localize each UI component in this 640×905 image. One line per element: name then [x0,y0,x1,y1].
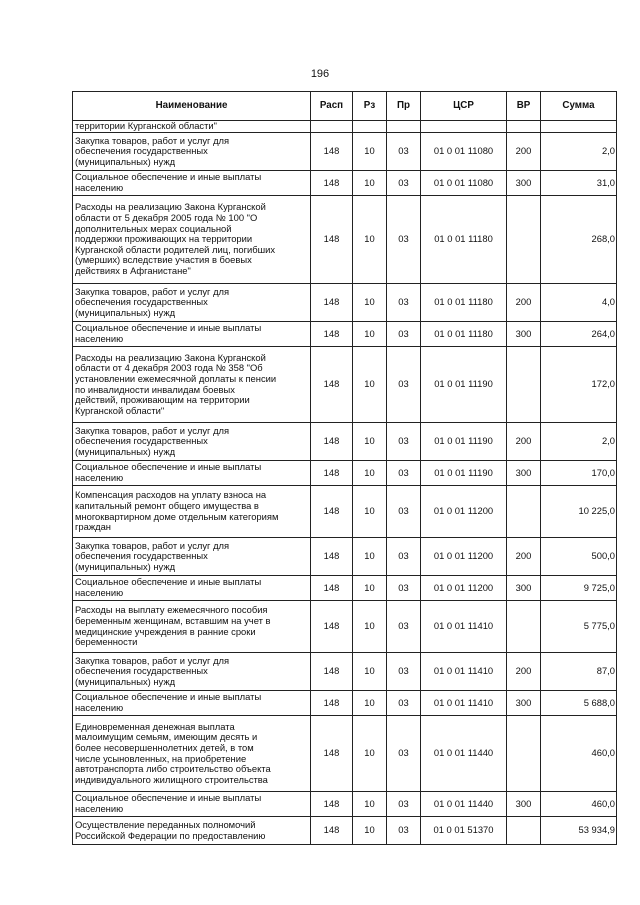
cell-pr: 03 [387,347,421,423]
cell-rasp: 148 [311,601,353,653]
cell-name: Закупка товаров, работ и услуг для обеспечения государственных (муниципальных) нужд [73,284,311,322]
cell-rasp: 148 [311,817,353,845]
cell-rz [353,121,387,133]
cell-name: Закупка товаров, работ и услуг для обеспечения государственных (муниципальных) нужд [73,653,311,691]
cell-name: Социальное обеспечение и иные выплаты населению [73,576,311,601]
cell-vr: 200 [507,284,541,322]
cell-rasp: 148 [311,716,353,792]
cell-name: Расходы на реализацию Закона Курганской области от 5 декабря 2005 года № 100 "О дополнительных мерах социальной поддержки проживающих на территории Курганской области родителей лиц, погибших (умерших) вследствие участия в боевых действиях в Афганистане" [73,196,311,284]
cell-name: Социальное обеспечение и иные выплаты населению [73,691,311,716]
cell-name: Закупка товаров, работ и услуг для обеспечения государственных (муниципальных) нужд [73,133,311,171]
cell-vr: 300 [507,171,541,196]
cell-csr: 01 0 01 11410 [421,601,507,653]
cell-sum: 264,0 [541,322,617,347]
header-sum: Сумма [541,92,617,121]
cell-rasp: 148 [311,347,353,423]
table-row [73,817,617,845]
cell-rz: 10 [353,538,387,576]
cell-name: Закупка товаров, работ и услуг для обеспечения государственных (муниципальных) нужд [73,423,311,461]
cell-name: Социальное обеспечение и иные выплаты населению [73,792,311,817]
cell-rasp: 148 [311,576,353,601]
cell-rasp: 148 [311,171,353,196]
table-row [73,121,617,133]
cell-csr: 01 0 01 11180 [421,322,507,347]
cell-csr: 01 0 01 11180 [421,284,507,322]
cell-csr: 01 0 01 11200 [421,576,507,601]
cell-pr: 03 [387,538,421,576]
cell-vr [507,601,541,653]
cell-rasp: 148 [311,133,353,171]
cell-vr: 300 [507,691,541,716]
cell-rasp: 148 [311,691,353,716]
table-row [73,133,617,171]
cell-rz: 10 [353,423,387,461]
cell-vr [507,817,541,845]
table-row [73,716,617,792]
cell-vr [507,196,541,284]
cell-sum: 5 688,0 [541,691,617,716]
cell-rasp: 148 [311,284,353,322]
cell-rz: 10 [353,284,387,322]
table-row [73,653,617,691]
cell-csr: 01 0 01 11410 [421,653,507,691]
cell-vr: 300 [507,322,541,347]
table-row [73,347,617,423]
cell-csr: 01 0 01 11200 [421,538,507,576]
cell-csr: 01 0 01 11200 [421,486,507,538]
cell-csr [421,121,507,133]
cell-name: Социальное обеспечение и иные выплаты населению [73,171,311,196]
cell-vr [507,486,541,538]
header-rz: Рз [353,92,387,121]
table-row [73,576,617,601]
cell-rasp: 148 [311,486,353,538]
cell-rz: 10 [353,691,387,716]
cell-pr: 03 [387,716,421,792]
cell-pr: 03 [387,601,421,653]
table-row [73,601,617,653]
cell-sum: 4,0 [541,284,617,322]
cell-pr: 03 [387,423,421,461]
cell-pr: 03 [387,653,421,691]
cell-vr: 300 [507,576,541,601]
cell-name: Закупка товаров, работ и услуг для обеспечения государственных (муниципальных) нужд [73,538,311,576]
cell-pr: 03 [387,486,421,538]
cell-rz: 10 [353,171,387,196]
cell-pr: 03 [387,691,421,716]
cell-rz: 10 [353,792,387,817]
cell-pr: 03 [387,133,421,171]
cell-name: Расходы на выплату ежемесячного пособия беременным женщинам, вставшим на учет в медицинские учреждения в ранние сроки беременности [73,601,311,653]
cell-pr: 03 [387,792,421,817]
table-row [73,486,617,538]
cell-csr: 01 0 01 11080 [421,133,507,171]
table-row [73,171,617,196]
cell-pr: 03 [387,576,421,601]
table-header-row [73,92,617,121]
cell-sum: 2,0 [541,133,617,171]
cell-pr: 03 [387,817,421,845]
cell-rasp: 148 [311,461,353,486]
cell-rz: 10 [353,133,387,171]
cell-sum: 31,0 [541,171,617,196]
cell-vr: 200 [507,653,541,691]
cell-name: Единовременная денежная выплата малоимущим семьям, имеющим десять и более несовершеннолетних детей, в том числе усыновленных, на приобретение автотранспорта либо строительство объекта индивидуального жилищного строительства [73,716,311,792]
cell-rz: 10 [353,716,387,792]
cell-rz: 10 [353,322,387,347]
cell-pr: 03 [387,322,421,347]
cell-sum: 10 225,0 [541,486,617,538]
table-row [73,196,617,284]
cell-sum: 460,0 [541,716,617,792]
cell-name: Социальное обеспечение и иные выплаты населению [73,322,311,347]
table-row [73,461,617,486]
cell-sum: 53 934,9 [541,817,617,845]
cell-rz: 10 [353,486,387,538]
header-rasp: Расп [311,92,353,121]
cell-pr: 03 [387,461,421,486]
header-csr: ЦСР [421,92,507,121]
header-vr: ВР [507,92,541,121]
cell-rasp: 148 [311,653,353,691]
cell-vr [507,716,541,792]
cell-sum [541,121,617,133]
cell-rz: 10 [353,576,387,601]
cell-pr: 03 [387,171,421,196]
cell-sum: 87,0 [541,653,617,691]
cell-csr: 01 0 01 11190 [421,461,507,486]
cell-vr: 300 [507,792,541,817]
table-row [73,792,617,817]
cell-csr: 01 0 01 11180 [421,196,507,284]
table-row [73,538,617,576]
budget-table [72,91,617,845]
cell-sum: 2,0 [541,423,617,461]
cell-sum: 172,0 [541,347,617,423]
table-row [73,691,617,716]
cell-sum: 500,0 [541,538,617,576]
cell-vr: 200 [507,423,541,461]
cell-vr [507,121,541,133]
cell-sum: 5 775,0 [541,601,617,653]
header-pr: Пр [387,92,421,121]
cell-name: Социальное обеспечение и иные выплаты населению [73,461,311,486]
cell-vr: 200 [507,133,541,171]
cell-vr: 300 [507,461,541,486]
cell-rasp: 148 [311,196,353,284]
cell-sum: 9 725,0 [541,576,617,601]
cell-rz: 10 [353,347,387,423]
page-number: 196 [310,68,330,80]
cell-pr: 03 [387,196,421,284]
cell-name: Расходы на реализацию Закона Курганской области от 4 декабря 2003 года № 358 "Об установлении ежемесячной доплаты к пенсии по инвалидности инвалидам боевых действий, проживающим на территории Курганской области" [73,347,311,423]
cell-name: территории Курганской области" [73,121,311,133]
cell-csr: 01 0 01 11080 [421,171,507,196]
table-row [73,322,617,347]
cell-csr: 01 0 01 11190 [421,347,507,423]
cell-name: Осуществление переданных полномочий Российской Федерации по предоставлению [73,817,311,845]
table-row [73,423,617,461]
cell-csr: 01 0 01 51370 [421,817,507,845]
cell-csr: 01 0 01 11410 [421,691,507,716]
cell-rz: 10 [353,653,387,691]
cell-pr [387,121,421,133]
cell-rz: 10 [353,817,387,845]
cell-rasp: 148 [311,538,353,576]
cell-sum: 170,0 [541,461,617,486]
cell-rasp: 148 [311,423,353,461]
cell-pr: 03 [387,284,421,322]
cell-sum: 268,0 [541,196,617,284]
cell-csr: 01 0 01 11190 [421,423,507,461]
cell-csr: 01 0 01 11440 [421,716,507,792]
cell-name: Компенсация расходов на уплату взноса на капитальный ремонт общего имущества в многоквартирном доме отдельным категориям граждан [73,486,311,538]
cell-vr [507,347,541,423]
cell-csr: 01 0 01 11440 [421,792,507,817]
table-row [73,284,617,322]
cell-rz: 10 [353,461,387,486]
header-name: Наименование [73,92,311,121]
cell-rz: 10 [353,196,387,284]
cell-rz: 10 [353,601,387,653]
cell-rasp [311,121,353,133]
cell-rasp: 148 [311,322,353,347]
cell-rasp: 148 [311,792,353,817]
cell-vr: 200 [507,538,541,576]
cell-sum: 460,0 [541,792,617,817]
